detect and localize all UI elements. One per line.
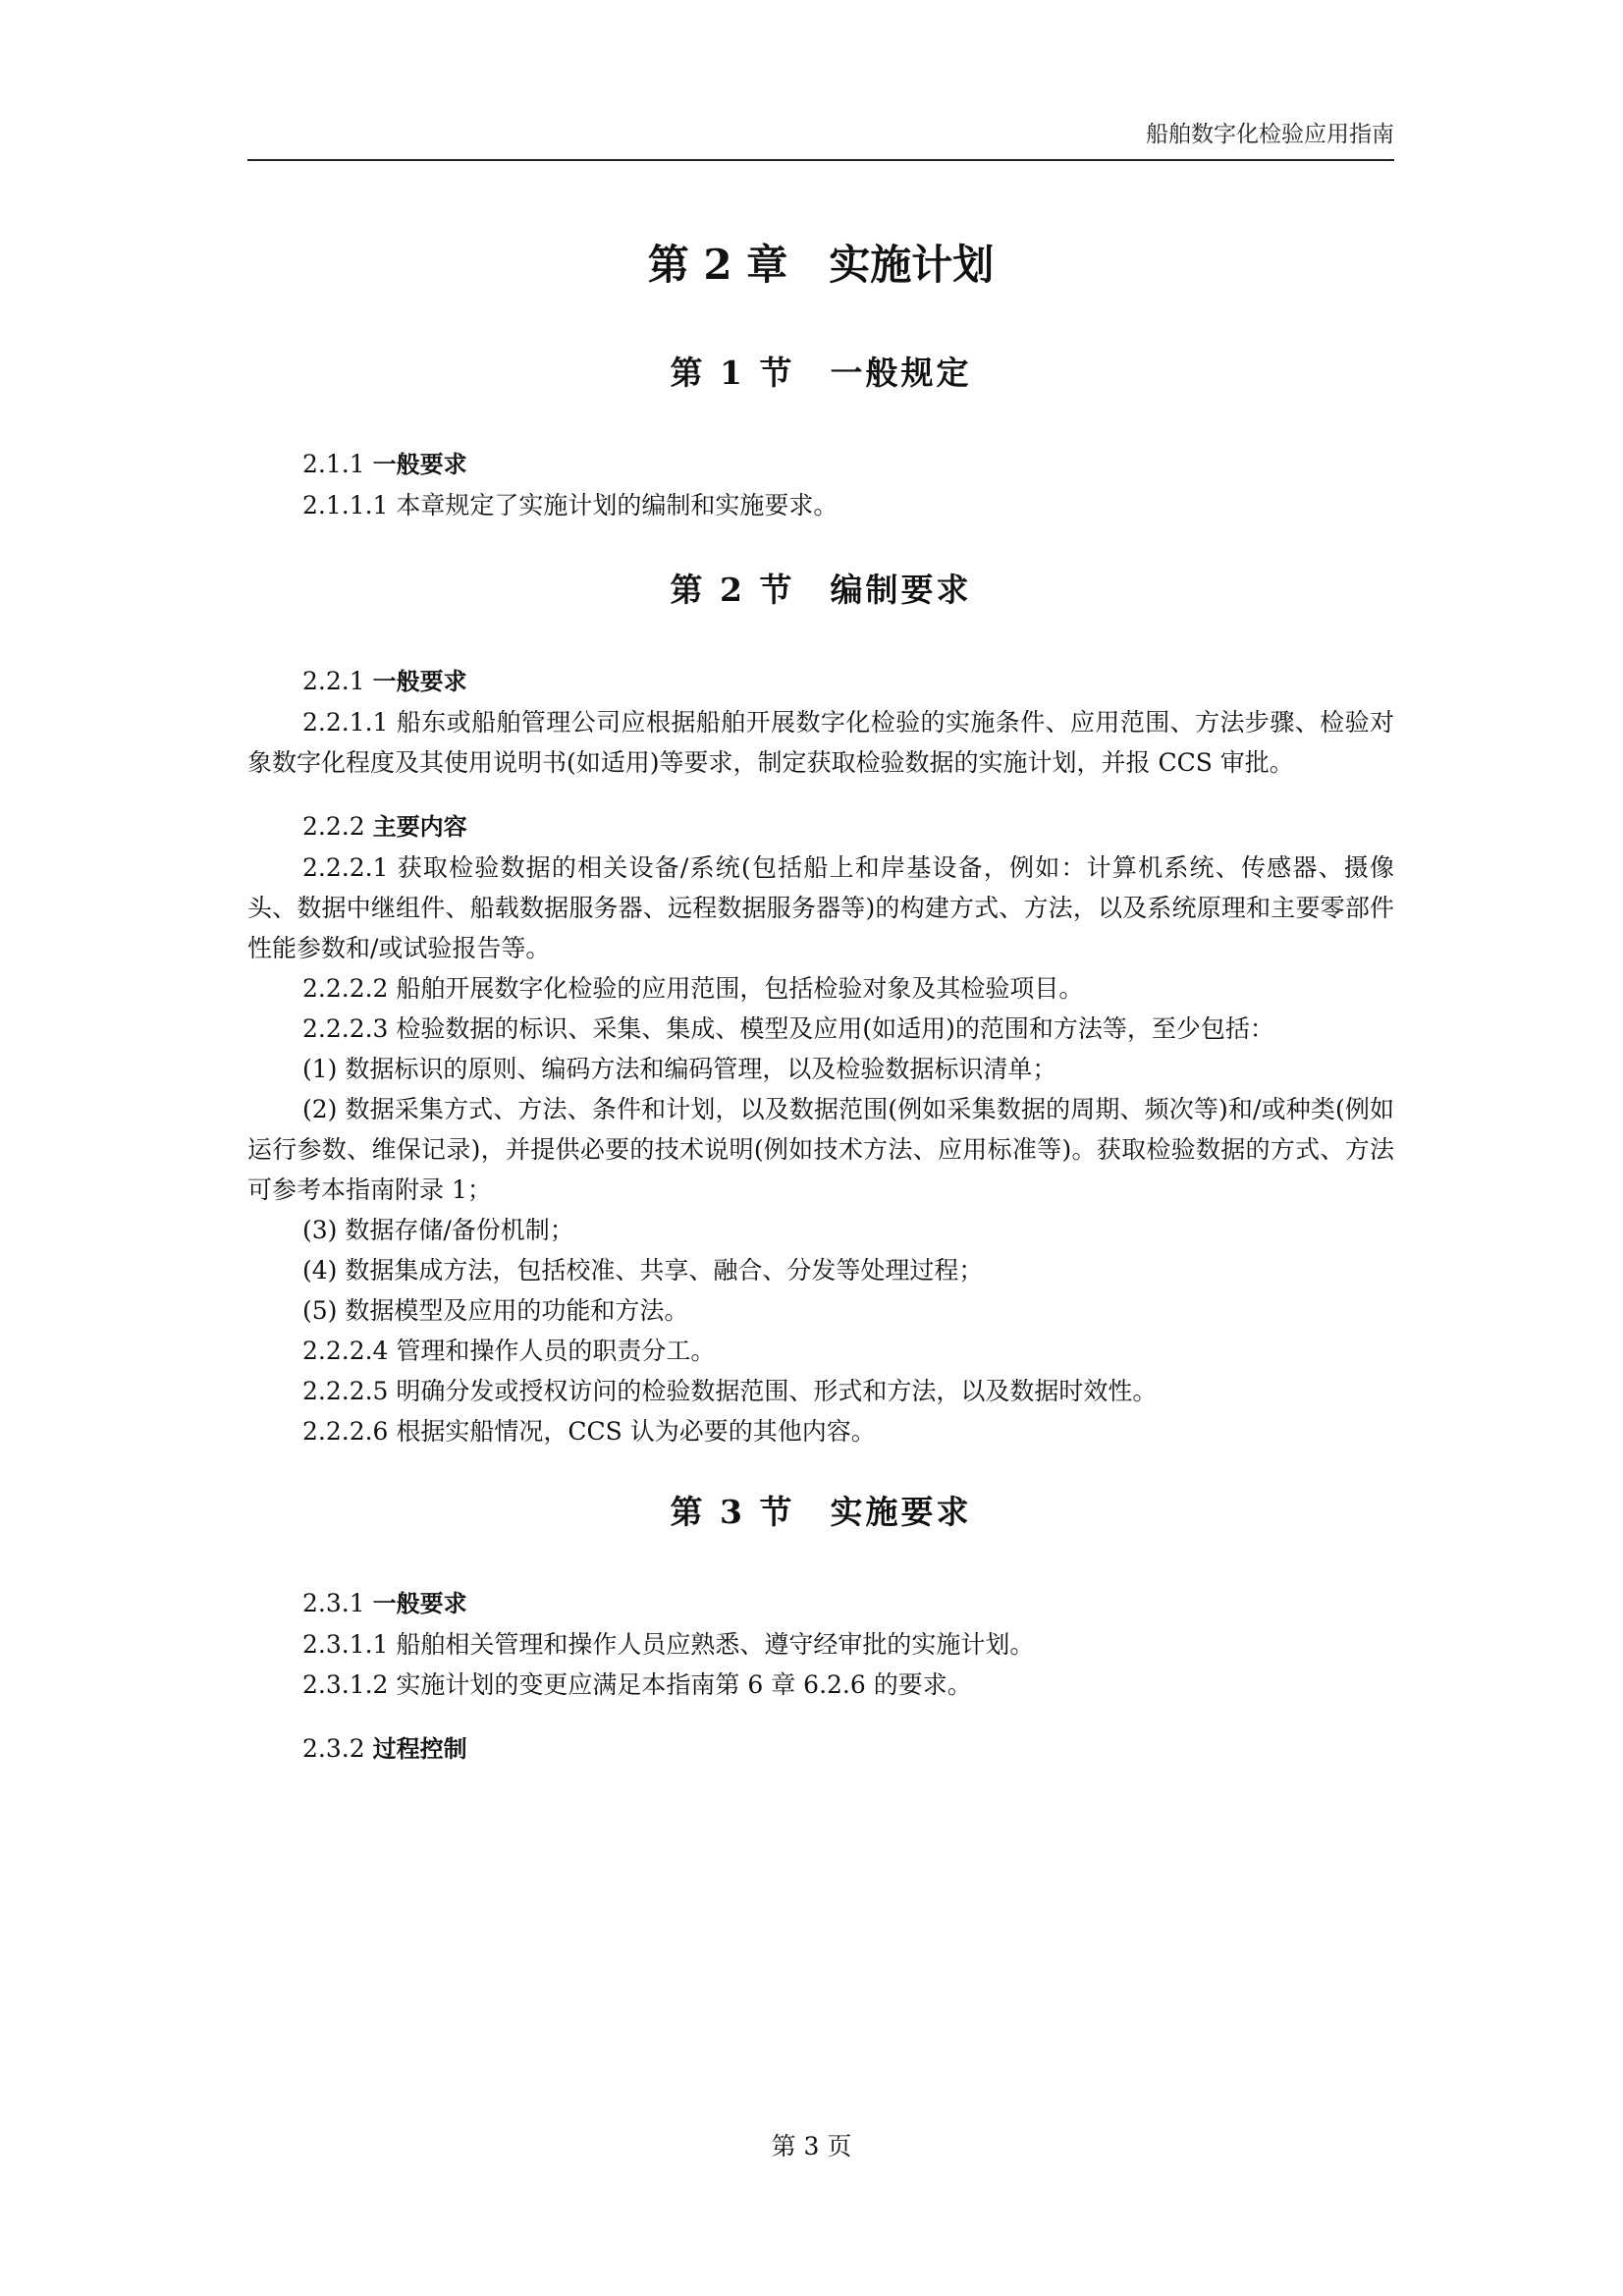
clause-heading-2-3-2 bbox=[247, 1728, 1394, 1770]
clause-heading-2-2-1 bbox=[247, 661, 1394, 702]
paragraph-2-1-1-1: 2.1.1.1 本章规定了实施计划的编制和实施要求。 bbox=[302, 491, 839, 519]
paragraph-2-2-2-5: 2.2.2.5 明确分发或授权访问的检验数据范围、形式和方法，以及数据时效性。 bbox=[302, 1377, 1158, 1405]
clause-number: 2.2.2 bbox=[302, 812, 365, 841]
paragraph-2-3-1-1: 2.3.1.1 船舶相关管理和操作人员应熟悉、遵守经审批的实施计划。 bbox=[302, 1630, 1035, 1659]
clause-heading-text: 一般要求 bbox=[372, 1590, 467, 1617]
paragraph-2-3-1-2: 2.3.1.2 实施计划的变更应满足本指南第 6 章 6.2.6 的要求。 bbox=[302, 1670, 972, 1699]
list-item-5: (5) 数据模型及应用的功能和方法。 bbox=[302, 1296, 689, 1325]
page-header bbox=[247, 110, 1394, 161]
page-content bbox=[247, 240, 1394, 1770]
paragraph-2-2-2-6: 2.2.2.6 根据实船情况，CCS 认为必要的其他内容。 bbox=[302, 1417, 876, 1446]
paragraph-2-2-2-4: 2.2.2.4 管理和操作人员的职责分工。 bbox=[302, 1337, 716, 1365]
paragraph-2-2-2-3: 2.2.2.3 检验数据的标识、采集、集成、模型及应用(如适用)的范围和方法等，至少包括： bbox=[302, 1014, 1274, 1043]
clause-number: 2.3.2 bbox=[302, 1734, 365, 1763]
paragraph-2-2-1-1: 2.2.1.1 船东或船舶管理公司应根据船舶开展数字化检验的实施条件、应用范围、方法步骤、检验对象数字化程度及其使用说明书(如适用)等要求，制定获取检验数据的实施计划，并报 CCS 审批。 bbox=[247, 708, 1394, 777]
clause-number: 2.1.1 bbox=[302, 450, 365, 478]
clause-number: 2.2.1 bbox=[302, 667, 365, 695]
paragraph-2-2-2-2: 2.2.2.2 船舶开展数字化检验的应用范围，包括检验对象及其检验项目。 bbox=[302, 974, 1084, 1003]
clause-heading-text: 过程控制 bbox=[372, 1735, 467, 1763]
list-item-2: (2) 数据采集方式、方法、条件和计划，以及数据范围(例如采集数据的周期、频次等)和/或种类(例如运行参数、维保记录)，并提供必要的技术说明(例如技术方法、应用标准等)。获取检验数据的方式、方法可参考本指南附录 1； bbox=[247, 1095, 1394, 1204]
page-number: 第 3 页 bbox=[771, 2132, 852, 2160]
clause-heading-2-1-1 bbox=[247, 444, 1394, 485]
list-item-4: (4) 数据集成方法，包括校准、共享、融合、分发等处理过程； bbox=[302, 1256, 984, 1285]
document-title: 船舶数字化检验应用指南 bbox=[1146, 122, 1394, 147]
section-title-1: 第 1 节 一般规定 bbox=[670, 354, 972, 392]
list-item-3: (3) 数据存储/备份机制； bbox=[302, 1216, 574, 1244]
chapter-title: 第 2 章 实施计划 bbox=[647, 241, 995, 289]
section-title-2: 第 2 节 编制要求 bbox=[670, 571, 972, 609]
clause-heading-2-3-1 bbox=[247, 1583, 1394, 1624]
list-item-1: (1) 数据标识的原则、编码方法和编码管理，以及检验数据标识清单； bbox=[302, 1055, 1057, 1083]
clause-number: 2.3.1 bbox=[302, 1589, 365, 1617]
paragraph-2-2-2-1: 2.2.2.1 获取检验数据的相关设备/系统(包括船上和岸基设备，例如：计算机系统、传感器、摄像头、数据中继组件、船载数据服务器、远程数据服务器等)的构建方式、方法，以及系统原理和主要零部件性能参数和/或试验报告等。 bbox=[247, 853, 1394, 962]
clause-heading-2-2-2 bbox=[247, 806, 1394, 847]
section-title-3: 第 3 节 实施要求 bbox=[670, 1493, 972, 1531]
clause-heading-text: 一般要求 bbox=[372, 668, 467, 695]
clause-heading-text: 主要内容 bbox=[372, 813, 467, 841]
clause-heading-text: 一般要求 bbox=[372, 451, 467, 478]
